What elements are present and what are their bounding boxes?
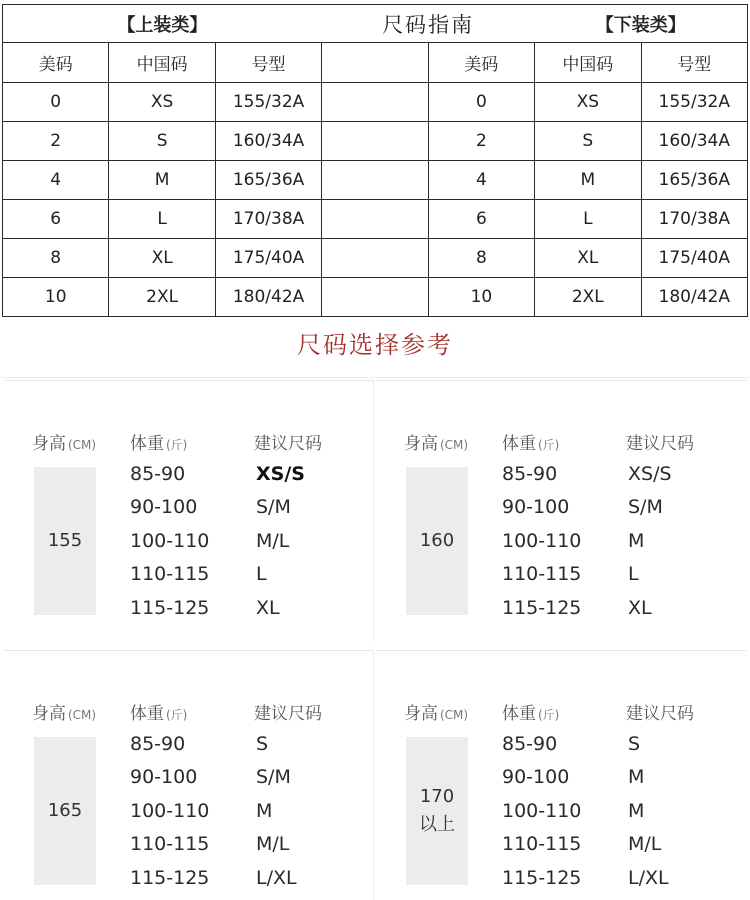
cn-size-cell: S (535, 122, 641, 161)
cn-size-cell: 2XL (535, 278, 641, 317)
list-item (4, 459, 374, 492)
us-size-cell: 6 (428, 200, 534, 239)
suggested-size: S/M (628, 496, 663, 519)
suggested-size-header: 建议尺码 (254, 704, 322, 724)
list-item (4, 559, 374, 592)
bottoms-title: 【下装类】 (535, 5, 748, 43)
suggested-size-header: 建议尺码 (626, 704, 694, 724)
list-item (376, 829, 746, 862)
us-size-cell: 8 (428, 239, 534, 278)
us-size-cell: 2 (428, 122, 534, 161)
suggested-size: M (628, 529, 645, 552)
us-size-cell: 0 (428, 83, 534, 122)
height-header: 身高 (CM) (404, 434, 469, 454)
height-value: 165 (34, 737, 96, 885)
weight-range: 115-125 (502, 596, 582, 619)
list-item (4, 593, 374, 626)
us-size-cell: 0 (3, 83, 109, 122)
weight-range: 115-125 (130, 596, 210, 619)
cn-size-cell: XS (109, 83, 215, 122)
us-size-cell: 4 (3, 161, 109, 200)
cn-size-cell: XL (535, 239, 641, 278)
height-header: 身高 (CM) (32, 434, 97, 454)
header-fit: 号型 (215, 43, 321, 83)
list-item (4, 526, 374, 559)
list-item (376, 729, 746, 762)
weight-range: 90-100 (502, 766, 570, 789)
suggested-size: L/XL (256, 866, 297, 889)
tops-title: 【上装类】 (3, 5, 322, 43)
header-cn-size: 中国码 (535, 43, 641, 83)
header-cn-size: 中国码 (109, 43, 215, 83)
fit-cell: 180/42A (215, 278, 321, 317)
weight-header: 体重 (斤) (130, 704, 188, 724)
list-item (4, 762, 374, 795)
size-reference-card (4, 650, 374, 900)
suggested-size: L/XL (628, 866, 669, 889)
size-guide-table (2, 4, 748, 317)
suggested-size: S (256, 733, 269, 755)
list-item (376, 526, 746, 559)
cn-size-cell: 2XL (109, 278, 215, 317)
suggested-size-header: 建议尺码 (626, 434, 694, 454)
weight-range: 110-115 (130, 563, 210, 586)
list-item (376, 762, 746, 795)
fit-cell: 165/36A (215, 161, 321, 200)
spacer-cell (322, 83, 428, 122)
suggested-size: M/L (628, 833, 662, 856)
suggested-size: M (628, 766, 645, 789)
suggested-size: S/M (256, 496, 291, 519)
weight-size-list (376, 729, 746, 896)
size-reference-card (376, 380, 746, 642)
suggested-size: XS/S (256, 463, 305, 485)
cn-size-cell: M (535, 161, 641, 200)
header-us-size: 美码 (3, 43, 109, 83)
list-item (376, 459, 746, 492)
suggested-size: M (256, 799, 273, 822)
height-header: 身高 (CM) (404, 704, 469, 724)
fit-cell: 165/36A (641, 161, 747, 200)
table-row (3, 278, 748, 317)
list-item (376, 593, 746, 626)
fit-cell: 160/34A (641, 122, 747, 161)
list-item (4, 863, 374, 896)
size-reference-card (376, 650, 746, 900)
spacer-cell (322, 239, 428, 278)
us-size-cell: 10 (3, 278, 109, 317)
weight-range: 85-90 (502, 463, 558, 485)
us-size-cell: 4 (428, 161, 534, 200)
cn-size-cell: S (109, 122, 215, 161)
weight-header: 体重 (斤) (502, 434, 560, 454)
weight-range: 90-100 (130, 766, 198, 789)
list-item (4, 492, 374, 525)
header-fit: 号型 (641, 43, 747, 83)
us-size-cell: 6 (3, 200, 109, 239)
weight-range: 100-110 (130, 529, 210, 552)
size-reference-card (4, 380, 374, 642)
weight-size-list (376, 459, 746, 626)
table-row (3, 83, 748, 122)
height-value: 160 (406, 467, 468, 615)
height-value: 170 以上 (406, 737, 468, 885)
suggested-size: L (628, 563, 639, 586)
us-size-cell: 10 (428, 278, 534, 317)
weight-range: 100-110 (502, 799, 582, 822)
spacer-cell (322, 200, 428, 239)
fit-cell: 155/32A (641, 83, 747, 122)
us-size-cell: 2 (3, 122, 109, 161)
weight-range: 100-110 (130, 799, 210, 822)
cn-size-cell: L (535, 200, 641, 239)
header-spacer (322, 43, 428, 83)
weight-range: 110-115 (130, 833, 210, 856)
table-row (3, 200, 748, 239)
weight-range: 110-115 (502, 833, 582, 856)
fit-cell: 155/32A (215, 83, 321, 122)
weight-header: 体重 (斤) (502, 704, 560, 724)
list-item (4, 829, 374, 862)
cn-size-cell: L (109, 200, 215, 239)
us-size-cell: 8 (3, 239, 109, 278)
list-item (376, 863, 746, 896)
list-item (376, 492, 746, 525)
size-reference-title: 尺码选择参考 (297, 331, 453, 359)
suggested-size: S/M (256, 766, 291, 789)
weight-range: 90-100 (130, 496, 198, 519)
divider (0, 377, 750, 378)
fit-cell: 175/40A (215, 239, 321, 278)
weight-range: 110-115 (502, 563, 582, 586)
table-header-row (3, 43, 748, 83)
weight-range: 85-90 (130, 463, 186, 485)
list-item (4, 796, 374, 829)
height-header: 身高 (CM) (32, 704, 97, 724)
weight-range: 115-125 (130, 866, 210, 889)
weight-range: 90-100 (502, 496, 570, 519)
suggested-size: XL (628, 596, 652, 619)
list-item (376, 796, 746, 829)
table-row (3, 161, 748, 200)
cn-size-cell: XS (535, 83, 641, 122)
fit-cell: 175/40A (641, 239, 747, 278)
height-value: 155 (34, 467, 96, 615)
spacer-cell (322, 161, 428, 200)
weight-header: 体重 (斤) (130, 434, 188, 454)
fit-cell: 160/34A (215, 122, 321, 161)
cn-size-cell: M (109, 161, 215, 200)
list-item (376, 559, 746, 592)
fit-cell: 170/38A (641, 200, 747, 239)
header-us-size: 美码 (428, 43, 534, 83)
suggested-size: S (628, 733, 641, 755)
table-row (3, 239, 748, 278)
suggested-size: XL (256, 596, 280, 619)
list-item (4, 729, 374, 762)
suggested-size: M (628, 799, 645, 822)
suggested-size: M/L (256, 529, 290, 552)
size-guide-title: 尺码指南 (322, 5, 535, 43)
suggested-size-header: 建议尺码 (254, 434, 322, 454)
weight-range: 100-110 (502, 529, 582, 552)
cn-size-cell: XL (109, 239, 215, 278)
weight-range: 85-90 (130, 733, 186, 755)
weight-range: 85-90 (502, 733, 558, 755)
suggested-size: M/L (256, 833, 290, 856)
table-row (3, 122, 748, 161)
spacer-cell (322, 278, 428, 317)
fit-cell: 170/38A (215, 200, 321, 239)
spacer-cell (322, 122, 428, 161)
weight-size-list (4, 729, 374, 896)
fit-cell: 180/42A (641, 278, 747, 317)
weight-size-list (4, 459, 374, 626)
table-title-row (3, 5, 748, 43)
suggested-size: L (256, 563, 267, 586)
weight-range: 115-125 (502, 866, 582, 889)
suggested-size: XS/S (628, 463, 672, 485)
